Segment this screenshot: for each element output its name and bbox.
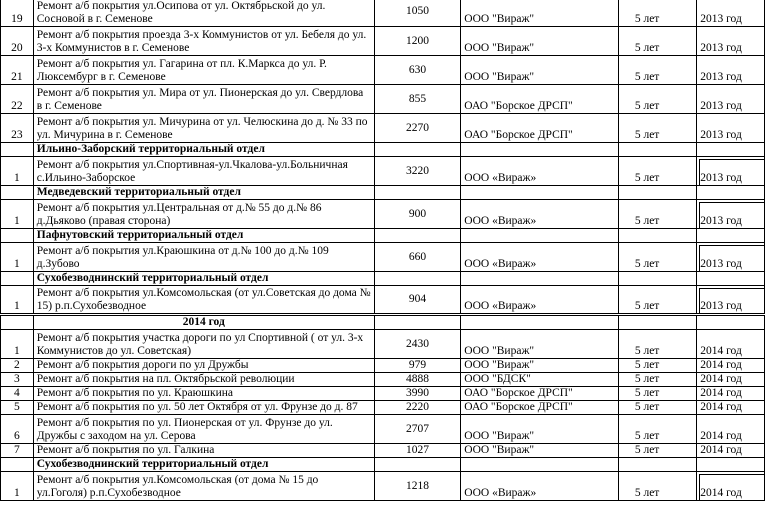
- section-row: [1, 229, 765, 243]
- row-number: 20: [1, 27, 34, 56]
- row-number: 22: [1, 85, 34, 114]
- contractor-name: ООО "Вираж": [461, 359, 619, 373]
- empty-cell: [374, 143, 461, 157]
- table-row: [1, 56, 765, 85]
- row-number: 6: [1, 415, 34, 444]
- year-header: 2014 год: [33, 315, 374, 330]
- contractor-name: ООО "Вираж": [461, 0, 619, 27]
- table-row: [1, 373, 765, 387]
- contractor-name: ОАО "Борское ДРСП": [461, 387, 619, 401]
- table-row: [1, 200, 765, 229]
- road-description: Ремонт а/б покрытия на пл. Октябрьской революции: [33, 373, 374, 387]
- contractor-name: ОАО "Борское ДРСП": [461, 401, 619, 415]
- contractor-name: ОАО "Борское ДРСП": [461, 85, 619, 114]
- table-row: [1, 0, 765, 27]
- empty-cell: [697, 458, 765, 472]
- table-row: [1, 243, 765, 272]
- empty-cell: [461, 143, 619, 157]
- row-number: 5: [1, 401, 34, 415]
- row-number: 3: [1, 373, 34, 387]
- empty-cell: [1, 143, 34, 157]
- road-description: Ремонт а/б покрытия ул.Краюшкина от д.№ 100 до д.№ 109 д.Зубово: [33, 243, 374, 272]
- warranty-period: 5 лет: [618, 373, 696, 387]
- row-number: 1: [1, 472, 34, 501]
- length-value: 855: [374, 85, 461, 114]
- warranty-period: 5 лет: [618, 472, 696, 501]
- empty-cell: [618, 229, 696, 243]
- road-description: Ремонт а/б покрытия ул. Мира от ул. Пионерская до ул. Свердлова в г. Семенове: [33, 85, 374, 114]
- empty-cell: [461, 186, 619, 200]
- row-number: 1: [1, 330, 34, 359]
- empty-cell: [374, 186, 461, 200]
- repair-year: 2014 год: [697, 415, 765, 444]
- row-number: 23: [1, 114, 34, 143]
- road-description: Ремонт а/б покрытия ул. Гагарина от пл. К.Маркса до ул. Р. Люксембург в г. Семенове: [33, 56, 374, 85]
- contractor-name: ООО «Вираж»: [461, 157, 619, 186]
- row-number: 7: [1, 444, 34, 458]
- road-description: Ремонт а/б покрытия ул. Мичурина от ул. Челюскина до д. № 33 по ул. Мичурина в г. Семенове: [33, 114, 374, 143]
- warranty-period: 5 лет: [618, 0, 696, 27]
- length-value: 1218: [374, 472, 461, 501]
- contractor-name: ООО "Вираж": [461, 56, 619, 85]
- road-description: Ремонт а/б покрытия по ул. Краюшкина: [33, 387, 374, 401]
- warranty-period: 5 лет: [618, 114, 696, 143]
- contractor-name: ОАО "Борское ДРСП": [461, 114, 619, 143]
- road-description: Ремонт а/б покрытия дороги по ул Дружбы: [33, 359, 374, 373]
- empty-cell: [461, 458, 619, 472]
- empty-cell: [618, 272, 696, 286]
- table-body: [1, 0, 765, 501]
- repair-year: 2013 год: [697, 56, 765, 85]
- repair-year: 2014 год: [697, 401, 765, 415]
- row-number: 1: [1, 200, 34, 229]
- length-value: 660: [374, 243, 461, 272]
- table-row: [1, 157, 765, 186]
- empty-cell: [697, 315, 765, 330]
- length-value: 1050: [374, 0, 461, 27]
- repair-year: 2013 год: [697, 157, 765, 186]
- row-number: 1: [1, 157, 34, 186]
- section-row: [1, 186, 765, 200]
- length-value: 3220: [374, 157, 461, 186]
- warranty-period: 5 лет: [618, 401, 696, 415]
- road-description: Ремонт а/б покрытия участка дороги по ул Спортивной ( от ул. 3-х Коммунистов до ул. Советская): [33, 330, 374, 359]
- repair-year: 2014 год: [697, 359, 765, 373]
- repair-year: 2013 год: [697, 27, 765, 56]
- table-row: [1, 286, 765, 315]
- repair-year: 2013 год: [697, 114, 765, 143]
- warranty-period: 5 лет: [618, 330, 696, 359]
- year-header-row: [1, 315, 765, 330]
- length-value: 4888: [374, 373, 461, 387]
- contractor-name: ООО "БДСК": [461, 373, 619, 387]
- empty-cell: [697, 143, 765, 157]
- warranty-period: 5 лет: [618, 157, 696, 186]
- empty-cell: [697, 272, 765, 286]
- warranty-period: 5 лет: [618, 85, 696, 114]
- empty-cell: [697, 186, 765, 200]
- warranty-period: 5 лет: [618, 56, 696, 85]
- warranty-period: 5 лет: [618, 243, 696, 272]
- repair-year: 2014 год: [697, 373, 765, 387]
- road-description: Ремонт а/б покрытия по ул. 50 лет Октября от ул. Фрунзе до д. 87: [33, 401, 374, 415]
- table-row: [1, 415, 765, 444]
- empty-cell: [374, 229, 461, 243]
- length-value: 630: [374, 56, 461, 85]
- road-description: Ремонт а/б покрытия по ул. Пионерская от ул. Фрунзе до ул. Дружбы с заходом на ул. Серова: [33, 415, 374, 444]
- section-row: [1, 272, 765, 286]
- road-description: Ремонт а/б покрытия ул.Осипова от ул. Октябрьской до ул. Сосновой в г. Семенове: [33, 0, 374, 27]
- repair-year: 2013 год: [697, 85, 765, 114]
- road-description: Ремонт а/б покрытия ул.Комсомольская (от ул.Советская до дома № 15) р.п.Сухобезводное: [33, 286, 374, 315]
- row-number: 4: [1, 387, 34, 401]
- section-title: Медведевский территориальный отдел: [33, 186, 374, 200]
- empty-cell: [1, 229, 34, 243]
- table-row: [1, 85, 765, 114]
- section-title: Пафнутовский территориальный отдел: [33, 229, 374, 243]
- contractor-name: ООО "Вираж": [461, 444, 619, 458]
- table-row: [1, 401, 765, 415]
- road-description: Ремонт а/б покрытия ул.Комсомольская (от дома № 15 до ул.Гоголя) р.п.Сухобезводное: [33, 472, 374, 501]
- row-number: 21: [1, 56, 34, 85]
- repair-year: 2014 год: [697, 387, 765, 401]
- contractor-name: ООО «Вираж»: [461, 472, 619, 501]
- empty-cell: [1, 186, 34, 200]
- table-row: [1, 27, 765, 56]
- warranty-period: 5 лет: [618, 359, 696, 373]
- length-value: 2707: [374, 415, 461, 444]
- empty-cell: [461, 272, 619, 286]
- empty-cell: [461, 315, 619, 330]
- repair-year: 2014 год: [697, 330, 765, 359]
- repair-year: 2013 год: [697, 286, 765, 315]
- length-value: 2220: [374, 401, 461, 415]
- warranty-period: 5 лет: [618, 387, 696, 401]
- empty-cell: [697, 229, 765, 243]
- length-value: 979: [374, 359, 461, 373]
- road-description: Ремонт а/б покрытия ул.Центральная от д.№ 55 до д.№ 86 д.Дьяково (правая сторона): [33, 200, 374, 229]
- table-row: [1, 359, 765, 373]
- section-title: Сухобезводнинский территориальный отдел: [33, 458, 374, 472]
- contractor-name: ООО «Вираж»: [461, 286, 619, 315]
- table-row: [1, 472, 765, 501]
- table-row: [1, 387, 765, 401]
- length-value: 2270: [374, 114, 461, 143]
- row-number: 2: [1, 359, 34, 373]
- empty-cell: [618, 458, 696, 472]
- empty-cell: [618, 315, 696, 330]
- length-value: 1027: [374, 444, 461, 458]
- contractor-name: ООО "Вираж": [461, 27, 619, 56]
- empty-cell: [618, 143, 696, 157]
- warranty-period: 5 лет: [618, 444, 696, 458]
- table-row: [1, 330, 765, 359]
- road-description: Ремонт а/б покрытия проезда 3-х Коммунистов от ул. Бебеля до ул. 3-х Коммунистов в г. Семенове: [33, 27, 374, 56]
- road-description: Ремонт а/б покрытия ул.Спортивная-ул.Чкалова-ул.Больничная с.Ильино-Заборское: [33, 157, 374, 186]
- section-title: Сухобезводнинский территориальный отдел: [33, 272, 374, 286]
- section-row: [1, 143, 765, 157]
- repair-year: 2013 год: [697, 0, 765, 27]
- empty-cell: [374, 272, 461, 286]
- repair-year: 2014 год: [697, 444, 765, 458]
- contractor-name: ООО "Вираж": [461, 330, 619, 359]
- empty-cell: [618, 186, 696, 200]
- empty-cell: [1, 458, 34, 472]
- warranty-period: 5 лет: [618, 27, 696, 56]
- empty-cell: [1, 315, 34, 330]
- repair-year: 2013 год: [697, 243, 765, 272]
- empty-cell: [461, 229, 619, 243]
- repair-year: 2014 год: [697, 472, 765, 501]
- empty-cell: [374, 315, 461, 330]
- empty-cell: [1, 272, 34, 286]
- contractor-name: ООО «Вираж»: [461, 200, 619, 229]
- table-row: [1, 114, 765, 143]
- length-value: 904: [374, 286, 461, 315]
- contractor-name: ООО "Вираж": [461, 415, 619, 444]
- road-description: Ремонт а/б покрытия по ул. Галкина: [33, 444, 374, 458]
- length-value: 900: [374, 200, 461, 229]
- section-title: Ильино-Заборский территориальный отдел: [33, 143, 374, 157]
- row-number: 19: [1, 0, 34, 27]
- section-row: [1, 458, 765, 472]
- empty-cell: [374, 458, 461, 472]
- contractor-name: ООО «Вираж»: [461, 243, 619, 272]
- length-value: 3990: [374, 387, 461, 401]
- length-value: 1200: [374, 27, 461, 56]
- repair-year: 2013 год: [697, 200, 765, 229]
- warranty-period: 5 лет: [618, 286, 696, 315]
- length-value: 2430: [374, 330, 461, 359]
- warranty-period: 5 лет: [618, 415, 696, 444]
- row-number: 1: [1, 286, 34, 315]
- table-row: [1, 444, 765, 458]
- warranty-period: 5 лет: [618, 200, 696, 229]
- row-number: 1: [1, 243, 34, 272]
